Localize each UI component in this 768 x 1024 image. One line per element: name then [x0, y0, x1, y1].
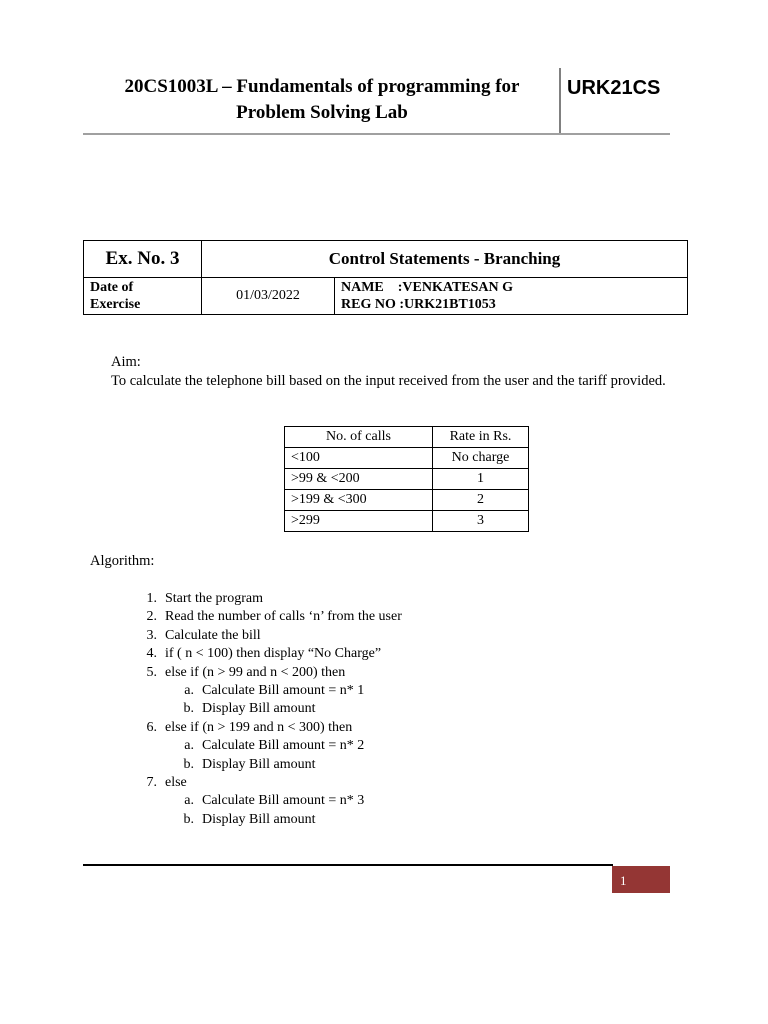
date-label [84, 278, 202, 315]
footer-divider [83, 864, 613, 866]
step-text: Start the program [165, 591, 263, 606]
step-number: 4. [146, 646, 157, 662]
course-title-line2: Problem Solving Lab [236, 102, 408, 123]
list-item [130, 627, 402, 645]
tariff-header-calls: No. of calls [285, 427, 433, 448]
step-number: 5. [146, 664, 157, 680]
tariff-rate-cell: 1 [433, 469, 529, 490]
sub-step-letter: a. [184, 793, 194, 809]
aim-text: To calculate the telephone bill based on the input received from the user and the tariff provided. [111, 372, 666, 389]
list-item [130, 645, 402, 663]
step-number: 1. [146, 591, 157, 606]
course-title [92, 74, 552, 126]
step-text: else if (n > 99 and n < 200) then [165, 664, 346, 680]
algorithm-heading: Algorithm: [90, 553, 155, 569]
sub-step-text: Calculate Bill amount = n* 3 [202, 793, 365, 809]
student-reg-no: REG NO :URK21BT1053 [341, 297, 496, 312]
exercise-number: Ex. No. 3 [84, 241, 202, 278]
algorithm-list [130, 590, 402, 829]
step-text: else if (n > 199 and n < 300) then [165, 719, 353, 735]
tariff-rate-cell: 3 [433, 511, 529, 532]
table-row [285, 448, 529, 469]
student-name: NAME :VENKATESAN G [341, 280, 514, 295]
step-number: 7. [146, 775, 157, 791]
list-item [130, 664, 402, 682]
sub-step-text: Calculate Bill amount = n* 1 [202, 683, 365, 699]
date-label-line1: Date of [90, 280, 134, 295]
sub-step-letter: b. [183, 811, 194, 827]
exercise-topic: Control Statements - Branching [202, 241, 688, 278]
page-number-box [612, 866, 670, 893]
sub-step-text: Display Bill amount [202, 811, 316, 827]
sub-list-item [130, 756, 402, 774]
course-code: URK21CS [567, 77, 661, 99]
sub-step-letter: a. [184, 738, 194, 754]
list-item [130, 774, 402, 792]
sub-list-item [130, 811, 402, 829]
tariff-table [284, 426, 529, 532]
tariff-rate-cell: No charge [433, 448, 529, 469]
student-info [335, 278, 688, 315]
header-divider-horizontal [83, 133, 670, 135]
tariff-calls-cell: >299 [285, 511, 433, 532]
aim-section [111, 353, 678, 390]
table-row [285, 511, 529, 532]
aim-heading: Aim: [111, 354, 141, 370]
tariff-calls-cell: <100 [285, 448, 433, 469]
list-item [130, 719, 402, 737]
sub-step-text: Display Bill amount [202, 756, 316, 772]
course-title-line1: 20CS1003L – Fundamentals of programming for [124, 76, 520, 97]
exercise-title-row [84, 241, 688, 278]
tariff-calls-cell: >199 & <300 [285, 490, 433, 511]
step-text: Read the number of calls ‘n’ from the user [165, 609, 402, 625]
sub-step-text: Display Bill amount [202, 701, 316, 717]
header-divider-vertical [559, 68, 561, 134]
sub-list-item [130, 737, 402, 755]
sub-list-item [130, 792, 402, 810]
page-number: 1 [620, 873, 627, 888]
step-number: 3. [146, 627, 157, 643]
step-text: Calculate the bill [165, 627, 261, 643]
exercise-info-table [83, 240, 688, 315]
table-row [285, 490, 529, 511]
tariff-header-rate: Rate in Rs. [433, 427, 529, 448]
exercise-date: 01/03/2022 [202, 278, 335, 315]
step-number: 2. [146, 609, 157, 625]
step-number: 6. [146, 719, 157, 735]
sub-step-letter: a. [184, 683, 194, 699]
table-row [285, 469, 529, 490]
sub-list-item [130, 682, 402, 700]
list-item [130, 590, 402, 608]
tariff-calls-cell: >99 & <200 [285, 469, 433, 490]
list-item [130, 608, 402, 626]
step-text: else [165, 775, 187, 791]
tariff-header-row [285, 427, 529, 448]
sub-list-item [130, 700, 402, 718]
tariff-rate-cell: 2 [433, 490, 529, 511]
sub-step-letter: b. [183, 756, 194, 772]
sub-step-letter: b. [183, 701, 194, 717]
step-text: if ( n < 100) then display “No Charge” [165, 646, 382, 662]
exercise-details-row [84, 278, 688, 315]
date-label-line2: Exercise [90, 297, 141, 312]
sub-step-text: Calculate Bill amount = n* 2 [202, 738, 365, 754]
